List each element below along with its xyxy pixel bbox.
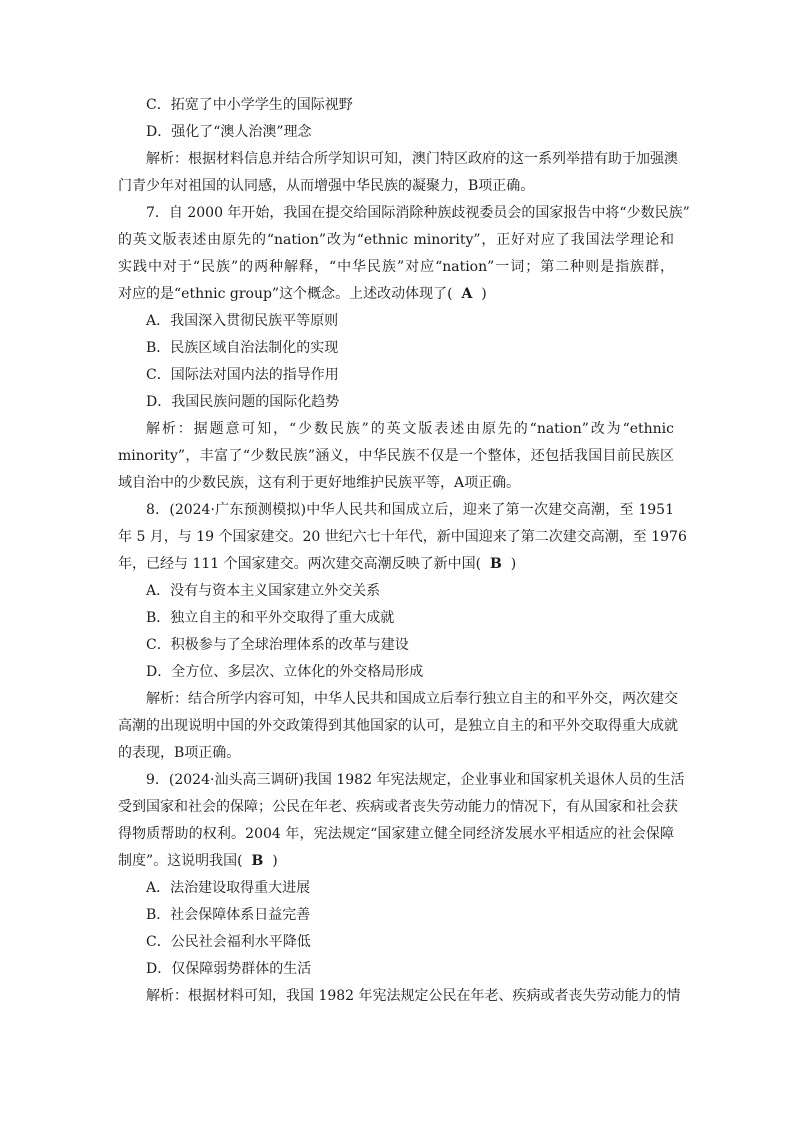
q7-answer: A <box>461 286 473 302</box>
q8-stem-line-3 <box>118 551 674 578</box>
q7-option-a: A．我国深入贯彻民族平等原则 <box>146 313 339 329</box>
q6-option-c: C．拓宽了中小学学生的国际视野 <box>146 97 353 113</box>
q9-option-b: B．社会保障体系日益完善 <box>146 907 311 923</box>
q9-stem-line-4 <box>118 848 674 875</box>
q9-analysis-line-1: 解析：根据材料可知，我国 1982 年宪法规定公民在年老、疾病或者丧失劳动能力的情 <box>146 988 681 1004</box>
document-body <box>118 92 690 1010</box>
q7-option-d: D．我国民族问题的国际化趋势 <box>146 394 340 410</box>
q7-stem-line-1: 7．自 2000 年开始，我国在提交给国际消除种族歧视委员会的国家报告中将“少数民族” <box>146 205 690 221</box>
q6-option-d: D．强化了“澳人治澳”理念 <box>146 124 312 140</box>
q7-option-c: C．国际法对国内法的指导作用 <box>146 367 339 383</box>
q8-stem-close: ) <box>510 556 517 572</box>
q7-stem-text: 对应的是“ethnic group”这个概念。上述改动体现了( <box>118 286 453 302</box>
q9-option-d: D．仅保障弱势群体的生活 <box>146 961 312 977</box>
q7-stem-close: ) <box>481 286 487 302</box>
q9-stem-line-1: 9．(2024·汕头高三调研)我国 1982 年宪法规定，企业事业和国家机关退休人员的生活 <box>146 772 685 788</box>
q8-stem-text: 年，已经与 111 个国家建交。两次建交高潮反映了新中国( <box>118 556 482 572</box>
q7-stem-line-4 <box>118 281 674 308</box>
q7-stem-line-3: 实践中对于“民族”的两种解释，“中华民族”对应“nation”一词；第二种则是指族群， <box>118 259 674 275</box>
q8-stem-line-2: 年 5 月，与 19 个国家建交。20 世纪六七十年代，新中国迎来了第二次建交高潮，至 1976 <box>118 529 687 545</box>
q8-option-d: D．全方位、多层次、立体化的外交格局形成 <box>146 664 424 680</box>
q9-answer: B <box>251 853 264 869</box>
q7-analysis-line-3: 域自治中的少数民族，这有利于更好地维护民族平等，A项正确。 <box>118 475 521 491</box>
q9-stem-line-2: 受到国家和社会的保障；公民在年老、疾病或者丧失劳动能力的情况下，有从国家和社会获 <box>118 799 678 815</box>
q8-option-c: C．积极参与了全球治理体系的改革与建设 <box>146 637 409 653</box>
q8-answer: B <box>490 556 502 572</box>
q9-option-c: C．公民社会福利水平降低 <box>146 934 311 950</box>
q9-stem-line-3: 得物质帮助的权利。2004 年，宪法规定“国家建立健全同经济发展水平相适应的社会保障 <box>118 826 674 842</box>
q8-analysis-line-3: 的表现，B项正确。 <box>118 745 241 761</box>
q7-option-b: B．民族区域自治法制化的实现 <box>146 340 339 356</box>
q8-analysis-line-2: 高潮的出现说明中国的外交政策得到其他国家的认可，是独立自主的和平外交取得重大成就 <box>118 718 678 734</box>
q7-stem-line-2: 的英文版表述由原先的“nation”改为“ethnic minority”，正好对应了我国法学理论和 <box>118 232 674 248</box>
q9-stem-text: 制度”。这说明我国( <box>118 853 243 869</box>
q8-option-a: A．没有与资本主义国家建立外交关系 <box>146 583 381 599</box>
q8-option-b: B．独立自主的和平外交取得了重大成就 <box>146 610 395 626</box>
q6-analysis-line-2: 门青少年对祖国的认同感，从而增强中华民族的凝聚力，B项正确。 <box>118 178 535 194</box>
q8-analysis-line-1: 解析：结合所学内容可知，中华人民共和国成立后奉行独立自主的和平外交，两次建交 <box>146 691 678 707</box>
q7-analysis-line-1: 解析：据题意可知，“少数民族”的英文版表述由原先的“nation”改为“ethnic <box>146 421 674 437</box>
q8-stem-line-1: 8．(2024·广东预测模拟)中华人民共和国成立后，迎来了第一次建交高潮，至 1951 <box>146 502 674 518</box>
q9-stem-close: ) <box>272 853 278 869</box>
q7-analysis-line-2: minority”，丰富了“少数民族”涵义，中华民族不仅是一个整体，还包括我国目前民族区 <box>118 448 674 464</box>
q9-option-a: A．法治建设取得重大进展 <box>146 880 311 896</box>
q6-analysis-line-1: 解析：根据材料信息并结合所学知识可知，澳门特区政府的这一系列举措有助于加强澳 <box>146 151 678 167</box>
